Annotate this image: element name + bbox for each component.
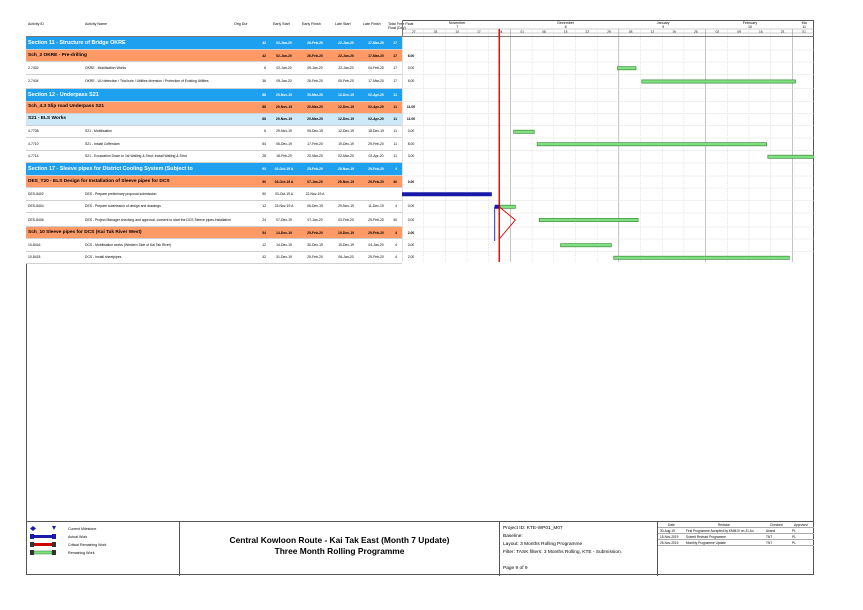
cell-tf: 4 bbox=[395, 255, 397, 260]
remaining-bar bbox=[617, 67, 636, 70]
cell-dur: 36 bbox=[262, 79, 266, 83]
cell-fd: 2.00 bbox=[407, 230, 415, 235]
cell-id: 2-7402 bbox=[28, 65, 39, 70]
month-label: November 7 bbox=[448, 21, 466, 29]
cell-fd: 0.00 bbox=[407, 204, 415, 209]
cell-ef: 25-Feb-20 bbox=[307, 167, 323, 171]
cell-ls: 22-Jan-20 bbox=[338, 53, 354, 58]
week-label: 09 bbox=[737, 30, 741, 34]
cell-lf: 17-Mar-20 bbox=[368, 53, 384, 58]
cell-fd: 0.00 bbox=[407, 65, 415, 70]
cell-ef: 20-Mar-20 bbox=[307, 105, 323, 109]
table-body bbox=[26, 37, 416, 264]
cell-dur: 88 bbox=[262, 92, 266, 97]
cell-es: 31-Dec-19 bbox=[276, 255, 292, 260]
week-label: 12 bbox=[650, 30, 655, 34]
cell-tf: 17 bbox=[393, 65, 397, 70]
cell-ls: 29-Nov-19 bbox=[337, 167, 355, 171]
month-label: January 9 bbox=[656, 21, 670, 29]
cell-fd: 0.00 bbox=[407, 129, 415, 134]
cell-dur: 88 bbox=[262, 105, 266, 109]
revision-header: Date Revision Checked Approved bbox=[658, 522, 814, 528]
cell-name: DES - Project Manager checking and approval, consent to start the DCS Sleeve pipes installation bbox=[85, 217, 231, 222]
cell-dur: 50 bbox=[262, 179, 266, 184]
layout-name: Layout: 3 Months Rolling Programme bbox=[503, 542, 583, 547]
cell-es: 14-Dec-19 bbox=[275, 230, 293, 235]
col-early-start[interactable]: Early Start bbox=[273, 22, 290, 26]
page-number: Page 9 of 9 bbox=[503, 566, 528, 571]
cell-tf: 11 bbox=[393, 129, 397, 134]
cell-es: 18-Feb-20 bbox=[276, 154, 292, 159]
cell-name: DCS - Mobilisation works (Western Side of Kai Tak River) bbox=[85, 242, 171, 247]
cell-fd: 0.00 bbox=[407, 242, 415, 247]
cell-es: 29-Nov-19 bbox=[275, 105, 293, 109]
project-info bbox=[500, 522, 658, 576]
cell-lf: 29-Feb-20 bbox=[368, 179, 384, 184]
revision-row: 15-Nov-2019 Submit Revised Programme TNT PL bbox=[658, 534, 814, 540]
group-row[interactable] bbox=[26, 102, 416, 114]
col-activity-id[interactable]: Activity ID bbox=[28, 22, 44, 26]
cell-name: S21 - Excavation Down to 1st Walling & Strut; Install Walling & Strut bbox=[85, 154, 187, 159]
cell-ls: 19-Dec-19 bbox=[337, 230, 355, 235]
activity-row[interactable] bbox=[26, 239, 415, 252]
cell-lf: 02-Apr-20 bbox=[368, 105, 384, 109]
week-label: 17 bbox=[477, 30, 481, 34]
gantt-canvas bbox=[402, 20, 814, 262]
cell-dur: 50 bbox=[262, 191, 266, 196]
cell-id: 4-7708 bbox=[28, 129, 39, 134]
col-early-finish[interactable]: Early Finish bbox=[302, 22, 321, 26]
week-label: 23 bbox=[780, 30, 785, 34]
cell-fd: 11.00 bbox=[406, 105, 416, 109]
cell-ls: 12-Dec-19 bbox=[338, 129, 354, 134]
cell-fd: 6.00 bbox=[407, 79, 415, 83]
activity-row[interactable] bbox=[26, 201, 415, 214]
cell-lf: 02-Apr-20 bbox=[368, 154, 384, 159]
group-row[interactable] bbox=[26, 227, 415, 239]
critical-bar-icon bbox=[30, 542, 60, 547]
remaining-bar bbox=[514, 130, 535, 133]
cell-ls: 12-Dec-19 bbox=[337, 92, 355, 97]
cell-ls: 29-Nov-19 bbox=[337, 179, 355, 184]
cell-id: 4-7714 bbox=[28, 154, 39, 159]
cell-ls: 02-Mar-20 bbox=[338, 154, 354, 159]
cell-ls: 29-Nov-19 bbox=[338, 204, 354, 209]
cell-name: OKRE - Mobilisation Works bbox=[85, 65, 127, 70]
cell-es: 06-Dec-19 bbox=[276, 141, 292, 146]
cell-lf: 29-Feb-20 bbox=[368, 141, 384, 146]
cell-tf: 40 bbox=[393, 217, 397, 222]
gantt-chart bbox=[402, 20, 814, 262]
cell-lf: 29-Feb-20 bbox=[368, 255, 384, 260]
cell-ef: 17-Feb-20 bbox=[307, 141, 323, 146]
cell-dur: 54 bbox=[262, 230, 266, 235]
cell-tf: 4 bbox=[395, 204, 397, 209]
cell-lf: 04-Jan-20 bbox=[368, 242, 384, 247]
cell-ef: 30-Dec-19 bbox=[307, 242, 323, 247]
cell-name: DES - Prepare preliminary proposal submission bbox=[85, 191, 157, 196]
cell-id: Sch_2 OKRE - Pre-drilling bbox=[28, 52, 87, 58]
cell-es: 02-Jan-20 bbox=[276, 65, 292, 70]
cell-ls: 19-Dec-19 bbox=[338, 141, 354, 146]
cell-lf: 02-Apr-20 bbox=[368, 92, 384, 97]
cell-tf: 17 bbox=[393, 53, 397, 58]
cell-dur: 54 bbox=[262, 141, 266, 146]
cell-es: 09-Jan-20 bbox=[276, 79, 292, 83]
remaining-bar bbox=[539, 218, 638, 221]
week-label: 15 bbox=[563, 30, 568, 34]
cell-ef: 20-Mar-20 bbox=[307, 117, 323, 121]
cell-es: 02-Jan-20 bbox=[276, 53, 292, 58]
cell-ls: 22-Jan-20 bbox=[338, 65, 354, 70]
table-header bbox=[26, 20, 414, 37]
programme-title bbox=[180, 522, 500, 576]
week-label: 01 bbox=[520, 30, 525, 34]
activity-row[interactable] bbox=[26, 126, 415, 139]
legend-critical: Critical Remaining Work bbox=[30, 542, 106, 547]
revision-row: 25-Nov-2019 Monthly Programme Update TNT PL bbox=[658, 540, 814, 546]
cell-ef: 22-Nov-19 A bbox=[305, 191, 325, 196]
activity-row[interactable] bbox=[26, 62, 415, 75]
cell-id: 4-7710 bbox=[28, 141, 39, 146]
activity-table bbox=[26, 20, 416, 264]
cell-dur: 12 bbox=[262, 204, 266, 209]
cell-name: DCS - Install sheetpipes bbox=[85, 255, 122, 260]
cell-es: 03-Oct-19 A bbox=[274, 191, 294, 196]
month-label: February 10 bbox=[742, 21, 758, 29]
cell-ef: 07-Jan-20 bbox=[307, 179, 323, 184]
col-free-float[interactable]: Free Float (Day) bbox=[397, 22, 414, 30]
cell-ls: 12-Dec-19 bbox=[337, 105, 355, 109]
week-label: 16 bbox=[759, 30, 763, 34]
legend-actual: Actual Work bbox=[30, 534, 87, 539]
cell-dur: 42 bbox=[262, 41, 266, 45]
group-row[interactable] bbox=[26, 176, 415, 188]
cell-ls: 12-Dec-19 bbox=[337, 117, 355, 121]
milestone-icon bbox=[30, 526, 60, 531]
cell-es: 29-Nov-19 bbox=[275, 92, 293, 97]
col-late-finish[interactable]: Late Finish bbox=[363, 22, 381, 26]
section-row[interactable] bbox=[26, 89, 416, 102]
section-row[interactable] bbox=[26, 163, 415, 176]
cell-tf: 11 bbox=[393, 105, 397, 109]
cell-lf: 17-Mar-20 bbox=[368, 41, 384, 45]
cell-tf: 11 bbox=[393, 117, 397, 121]
remaining-bar-icon bbox=[30, 550, 60, 555]
revision-table bbox=[658, 522, 814, 576]
filter-text: Filter: TASK filters: 3 Months Rolling, KTE - Submission. bbox=[503, 550, 622, 555]
week-label: 19 bbox=[672, 30, 676, 34]
week-label: 29 bbox=[607, 30, 611, 34]
cell-id: Section 11 - Structure of Bridge OKRE bbox=[28, 40, 126, 46]
cell-fd: 2.00 bbox=[407, 255, 415, 260]
week-label: 08 bbox=[542, 30, 546, 34]
activity-row[interactable] bbox=[26, 188, 402, 201]
cell-ls: 19-Dec-19 bbox=[338, 242, 354, 247]
remaining-bar bbox=[768, 155, 814, 158]
cell-id: 2-7404 bbox=[28, 79, 39, 83]
month-label: December 8 bbox=[557, 21, 574, 29]
cell-id: DES-8404 bbox=[28, 204, 44, 209]
cell-ef: 26-Feb-20 bbox=[307, 79, 323, 83]
col-activity-name[interactable]: Activity Name bbox=[85, 22, 107, 26]
cell-ef: 05-Dec-19 bbox=[307, 129, 323, 134]
month-label: Ma 11 bbox=[801, 21, 807, 29]
cell-dur: 6 bbox=[264, 65, 266, 70]
cell-tf: 17 bbox=[393, 79, 397, 83]
week-label: 03 bbox=[433, 30, 438, 34]
cell-name: S21 - Mobilisation bbox=[85, 129, 112, 134]
cell-ls: 06-Jan-20 bbox=[338, 255, 354, 260]
baseline: Baseline: bbox=[503, 534, 523, 539]
week-label: 01 bbox=[802, 30, 806, 34]
cell-lf: 29-Feb-20 bbox=[368, 230, 384, 235]
cell-tf: 11 bbox=[393, 92, 397, 97]
cell-es: 14-Dec-19 bbox=[276, 242, 292, 247]
cell-id: DES_T20 - ELS Design for Installation of Sleeve pipes for DCS bbox=[28, 178, 170, 184]
cell-es: 29-Nov-19 bbox=[276, 129, 292, 134]
section-row[interactable] bbox=[26, 37, 415, 50]
legend-remaining: Remaining Work bbox=[30, 550, 95, 555]
cell-ef: 07-Jan-20 bbox=[307, 217, 323, 222]
activity-row[interactable] bbox=[26, 151, 415, 164]
cell-lf: 11-Dec-19 bbox=[368, 204, 384, 209]
cell-fd: 11.00 bbox=[406, 92, 416, 97]
cell-ls: 03-Feb-20 bbox=[338, 217, 354, 222]
cell-tf: 4 bbox=[395, 167, 397, 171]
title-line-1: Central Kowloon Route - Kai Tak East (Month 7 Update) bbox=[229, 535, 450, 545]
cell-name: DES - Prepare submission of design and drawings bbox=[85, 204, 161, 209]
cell-dur: 12 bbox=[262, 242, 266, 247]
group-row[interactable] bbox=[26, 114, 416, 126]
cell-fd: 3.00 bbox=[407, 154, 415, 159]
cell-id: Section 17 - Sleeve pipes for District Cooling System (Subject to bbox=[28, 166, 193, 172]
cell-tf: 4 bbox=[395, 242, 397, 247]
week-label: 27 bbox=[412, 30, 416, 34]
cell-fd: 8.00 bbox=[407, 141, 415, 146]
cell-id: 10-8418 bbox=[28, 255, 41, 260]
cell-ls: 05-Feb-20 bbox=[338, 79, 354, 83]
week-label: 22 bbox=[585, 30, 590, 34]
col-late-start[interactable]: Late Start bbox=[335, 22, 351, 26]
cell-dur: 6 bbox=[264, 129, 266, 134]
cell-lf: 04-Feb-20 bbox=[368, 65, 384, 70]
cell-tf: 4 bbox=[395, 230, 397, 235]
remaining-bar bbox=[642, 80, 796, 83]
activity-row[interactable] bbox=[26, 138, 415, 151]
remaining-bar bbox=[500, 205, 515, 208]
cell-fd: 0.00 bbox=[407, 217, 415, 222]
cell-es: 03-Oct-19 A bbox=[274, 167, 294, 171]
activity-row[interactable] bbox=[26, 75, 415, 89]
cell-ef: 25-Feb-20 bbox=[307, 230, 323, 235]
group-row[interactable] bbox=[26, 50, 415, 62]
week-label: 02 bbox=[715, 30, 720, 34]
cell-tf: 17 bbox=[393, 41, 397, 45]
cell-fd: 0.00 bbox=[407, 179, 415, 184]
cell-tf: 11 bbox=[393, 141, 397, 146]
cell-dur: 93 bbox=[262, 167, 266, 171]
cell-tf: 11 bbox=[393, 154, 397, 159]
cell-lf: 02-Apr-20 bbox=[368, 117, 384, 121]
remaining-bar bbox=[561, 244, 612, 247]
cell-ef: 20-Mar-20 bbox=[307, 92, 323, 97]
cell-id: 10-8416 bbox=[28, 242, 41, 247]
cell-id: S21 - ELS Works bbox=[28, 116, 67, 121]
cell-es: 07-Dec-19 bbox=[276, 217, 292, 222]
cell-id: DES-8406 bbox=[28, 217, 44, 222]
cell-dur: 42 bbox=[262, 53, 266, 58]
col-total-float[interactable]: Total Float bbox=[388, 22, 396, 30]
week-label: 05 bbox=[628, 30, 633, 34]
cell-ls: 22-Jan-20 bbox=[338, 41, 354, 45]
cell-dur: 28 bbox=[262, 154, 266, 159]
week-label: 26 bbox=[693, 30, 698, 34]
cell-fd: 2.00 bbox=[407, 167, 415, 171]
cell-id: Sch_4.3 Slip road Underpass S21 bbox=[28, 104, 104, 109]
cell-id: Section 12 - Underpass S21 bbox=[28, 91, 99, 98]
cell-tf: 40 bbox=[393, 179, 397, 184]
cell-ef: 26-Feb-20 bbox=[307, 53, 323, 58]
cell-lf: 29-Feb-20 bbox=[368, 217, 384, 222]
project-id: Project ID: KTE-WP01_M07 bbox=[503, 526, 563, 531]
actual-bar-icon bbox=[30, 534, 60, 539]
cell-fd: 11.00 bbox=[406, 117, 416, 121]
cell-ef: 26-Feb-20 bbox=[307, 41, 323, 45]
cell-ef: 20-Mar-20 bbox=[307, 154, 323, 159]
cell-es: 29-Nov-19 bbox=[275, 117, 293, 121]
cell-ef: 06-Dec-19 bbox=[307, 204, 323, 209]
cell-lf: 17-Mar-20 bbox=[368, 79, 384, 83]
cell-ef: 09-Jan-20 bbox=[307, 65, 323, 70]
actual-bar bbox=[402, 192, 492, 196]
cell-id: DES-8402 bbox=[28, 191, 44, 196]
activity-row[interactable] bbox=[26, 213, 415, 227]
cell-dur: 88 bbox=[262, 117, 266, 121]
title-line-2: Three Month Rolling Programme bbox=[274, 546, 405, 556]
col-orig-dur[interactable]: Orig Dur bbox=[234, 22, 248, 26]
cell-dur: 42 bbox=[262, 255, 266, 260]
legend bbox=[26, 522, 180, 576]
week-label: 24 bbox=[498, 30, 503, 34]
remaining-bar bbox=[537, 143, 766, 146]
cell-lf: 18-Dec-19 bbox=[368, 129, 384, 134]
title-block bbox=[26, 521, 814, 575]
cell-lf: 29-Feb-20 bbox=[368, 167, 384, 171]
cell-fd: 6.00 bbox=[407, 41, 415, 45]
cell-es: 23-Nov-19 A bbox=[274, 204, 294, 209]
week-label: 10 bbox=[455, 30, 459, 34]
cell-es: 02-Jan-20 bbox=[276, 41, 292, 45]
cell-es: 03-Oct-19 A bbox=[274, 179, 294, 184]
cell-name: OKRE - UU detection / Trial hole / Utilities diversion / Protection of Existing Utilities bbox=[85, 79, 209, 83]
cell-name: S21 - Install Cofferdam bbox=[85, 141, 120, 146]
legend-milestone: Current Milestone bbox=[30, 526, 96, 531]
cell-fd: 6.00 bbox=[407, 53, 415, 58]
cell-id: Sch_10 Sleeve pipes for DCS (Kai Tak River West) bbox=[28, 229, 142, 235]
activity-row[interactable] bbox=[26, 252, 415, 265]
cell-ef: 25-Feb-20 bbox=[307, 255, 323, 260]
cell-dur: 24 bbox=[262, 217, 266, 222]
remaining-bar bbox=[614, 256, 790, 259]
revision-row: 30-Aug-19 First Programme Accepted by KMMJV on 31 Au Anand PL bbox=[658, 528, 814, 534]
